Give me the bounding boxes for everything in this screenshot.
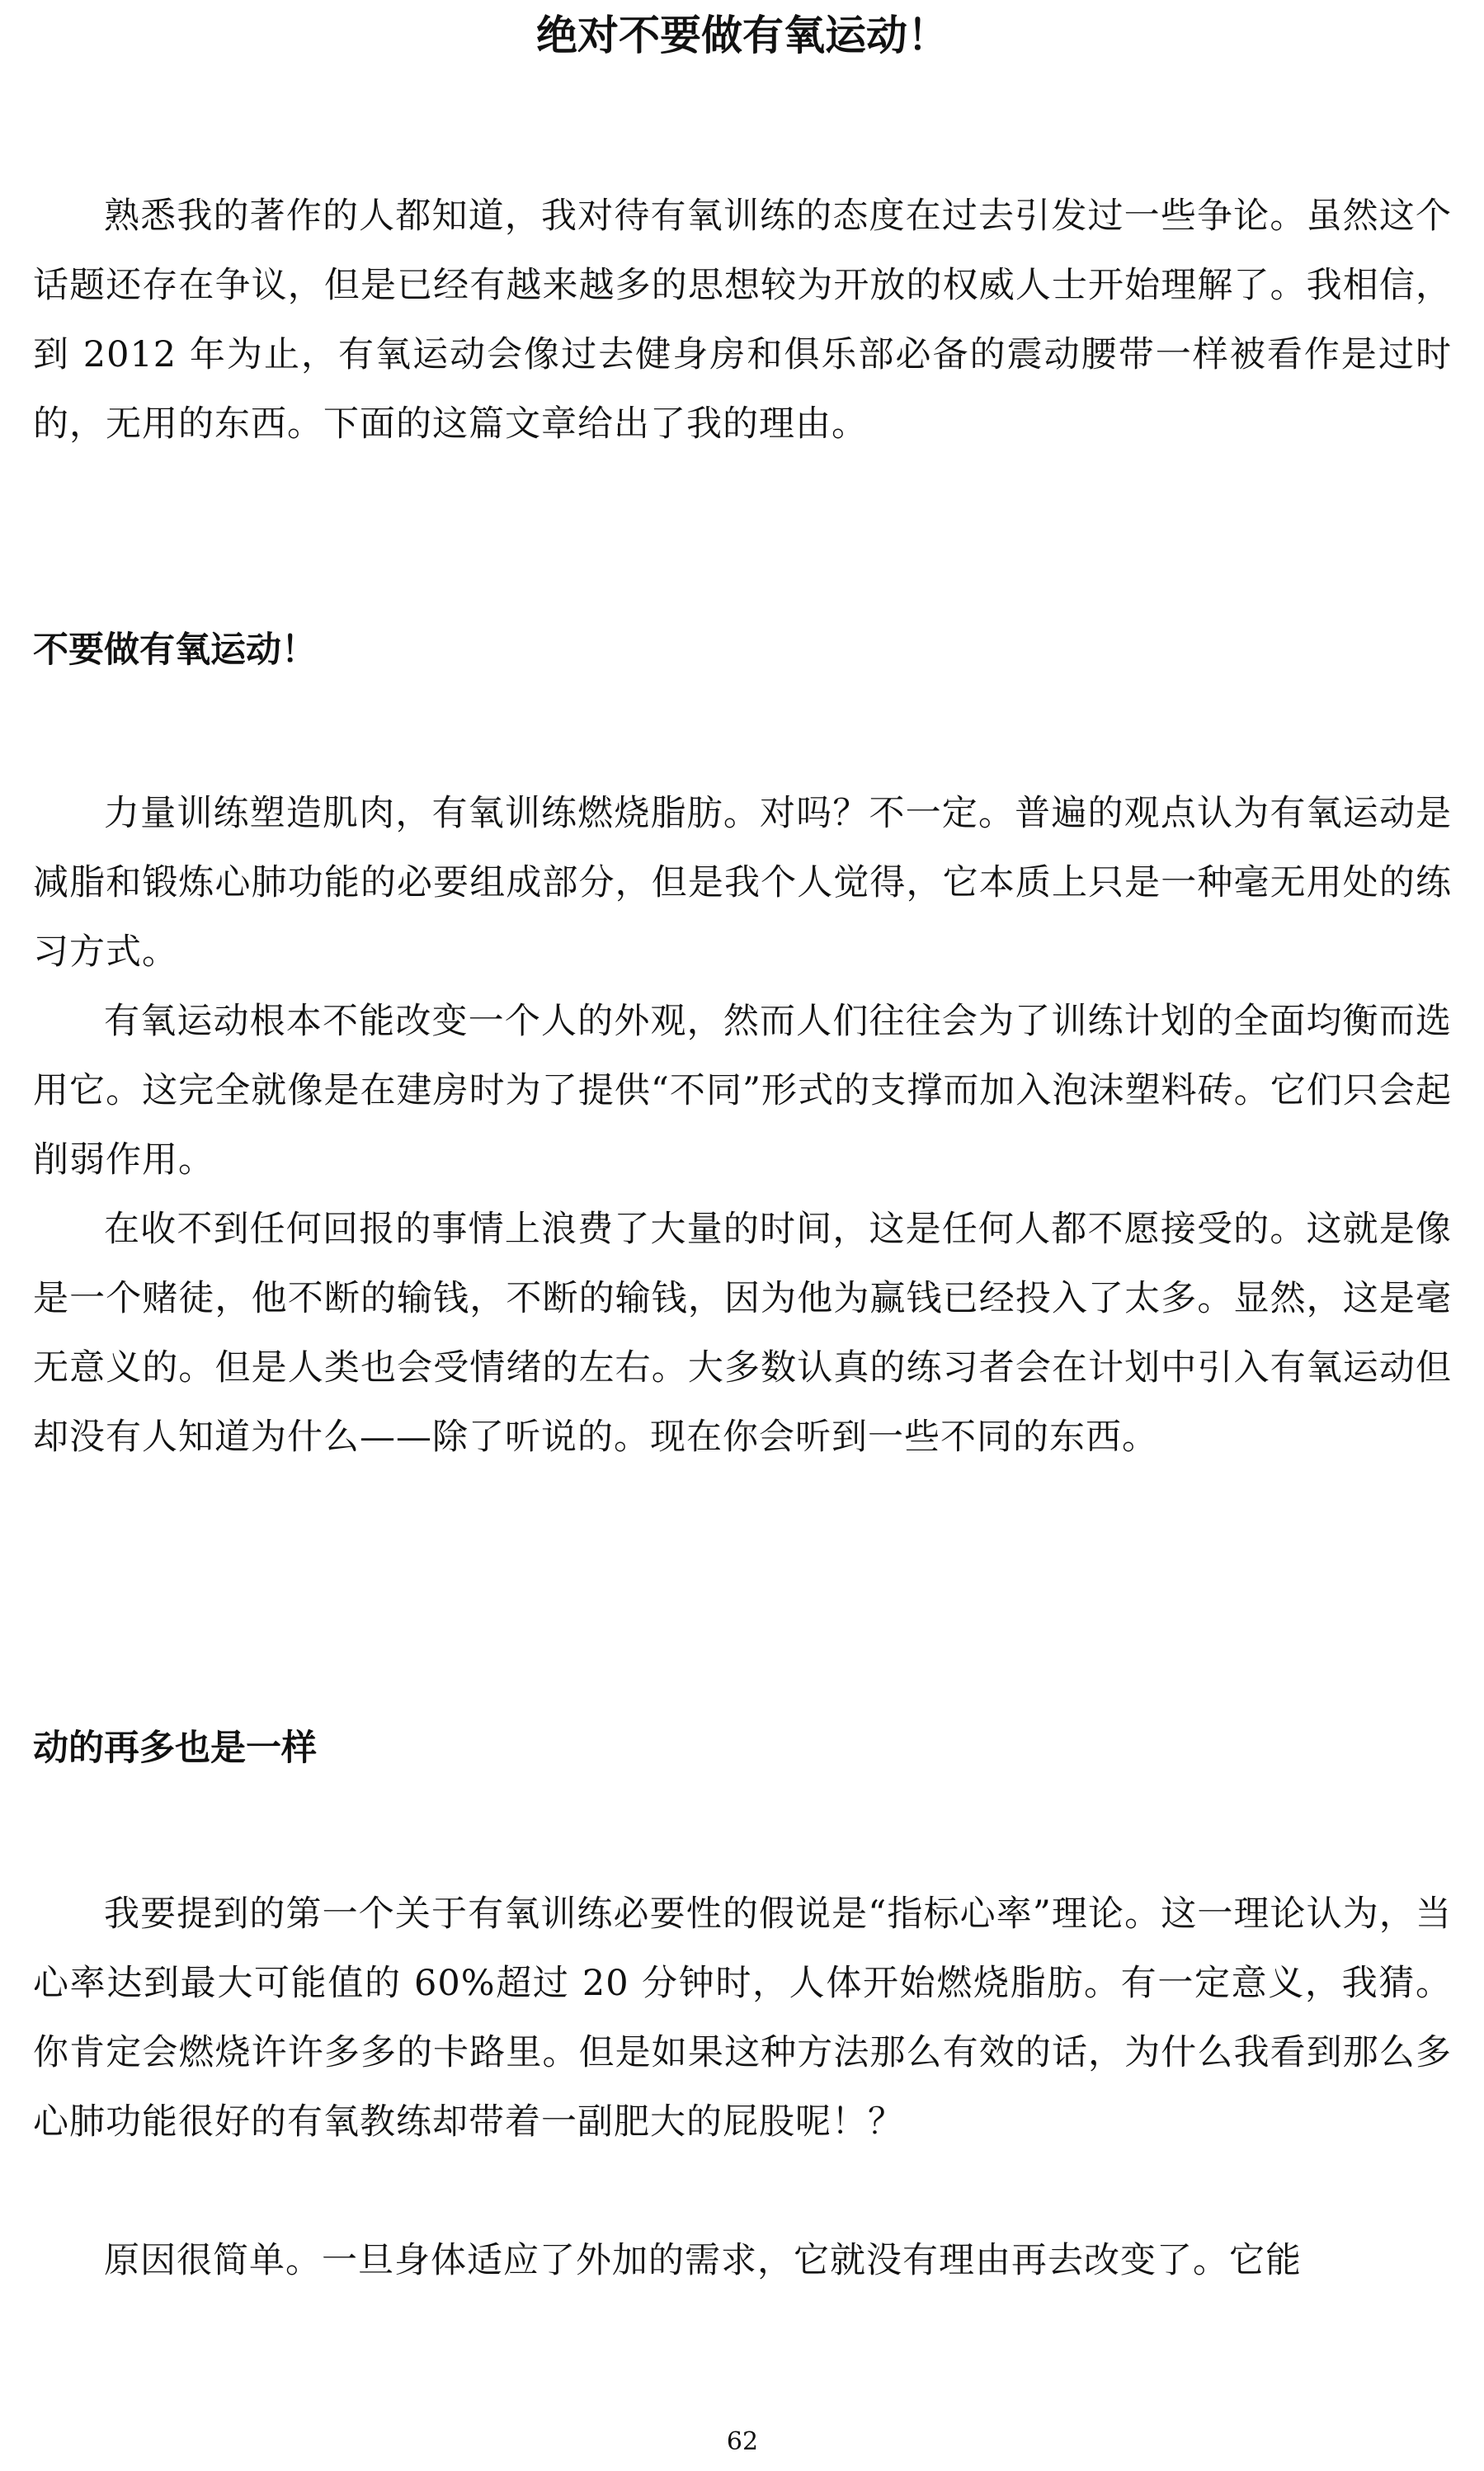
intro-paragraph: 熟悉我的著作的人都知道，我对待有氧训练的态度在过去引发过一些争论。虽然这个话题还存在争议，但是已经有越来越多的思想较为开放的权威人士开始理解了。我相信，到 2012 年为止，有氧运动会像过去健身房和俱乐部必备的震动腰带一样被看作是过时的，无用的东西。下面的这篇文章给出了我的理由。 <box>33 196 1452 445</box>
paragraph-strength-vs-cardio: 力量训练塑造肌肉，有氧训练燃烧脂肪。对吗？不一定。普遍的观点认为有氧运动是减脂和锻炼心肺功能的必要组成部分，但是我个人觉得，它本质上只是一种毫无用处的练习方式。 <box>33 793 1452 973</box>
section-heading-no-cardio: 不要做有氧运动！ <box>33 630 317 671</box>
paragraph-target-heart-rate: 我要提到的第一个关于有氧训练必要性的假说是“指标心率”理论。这一理论认为，当心率达到最大可能值的 60%超过 20 分钟时，人体开始燃烧脂肪。有一定意义，我猜。你肯定会燃烧许许多多的卡路里。但是如果这种方法那么有效的话，为什么我看到那么多心肺功能很好的有氧教练却带着一副肥大的屁股呢！？ <box>33 1893 1452 2143</box>
page-number: 62 <box>726 2427 759 2456</box>
section-heading-more-is-same: 动的再多也是一样 <box>33 1728 317 1769</box>
paragraph-wasted-time: 在收不到任何回报的事情上浪费了大量的时间，这是任何人都不愿接受的。这就是像是一个赌徒，他不断的输钱，不断的输钱，因为他为赢钱已经投入了太多。显然，这是毫无意义的。但是人类也会受情绪的左右。大多数认真的练习者会在计划中引入有氧运动但却没有人知道为什么——除了听说的。现在你会听到一些不同的东西。 <box>33 1209 1452 1458</box>
paragraph-reason: 原因很简单。一旦身体适应了外加的需求，它就没有理由再去改变了。它能 <box>104 2240 1302 2281</box>
document-page <box>33 0 1452 2471</box>
page-title: 绝对不要做有氧运动！ <box>536 12 949 59</box>
paragraph-appearance: 有氧运动根本不能改变一个人的外观，然而人们往往会为了训练计划的全面均衡而选用它。这完全就像是在建房时为了提供“不同”形式的支撑而加入泡沫塑料砖。它们只会起削弱作用。 <box>33 1001 1452 1181</box>
